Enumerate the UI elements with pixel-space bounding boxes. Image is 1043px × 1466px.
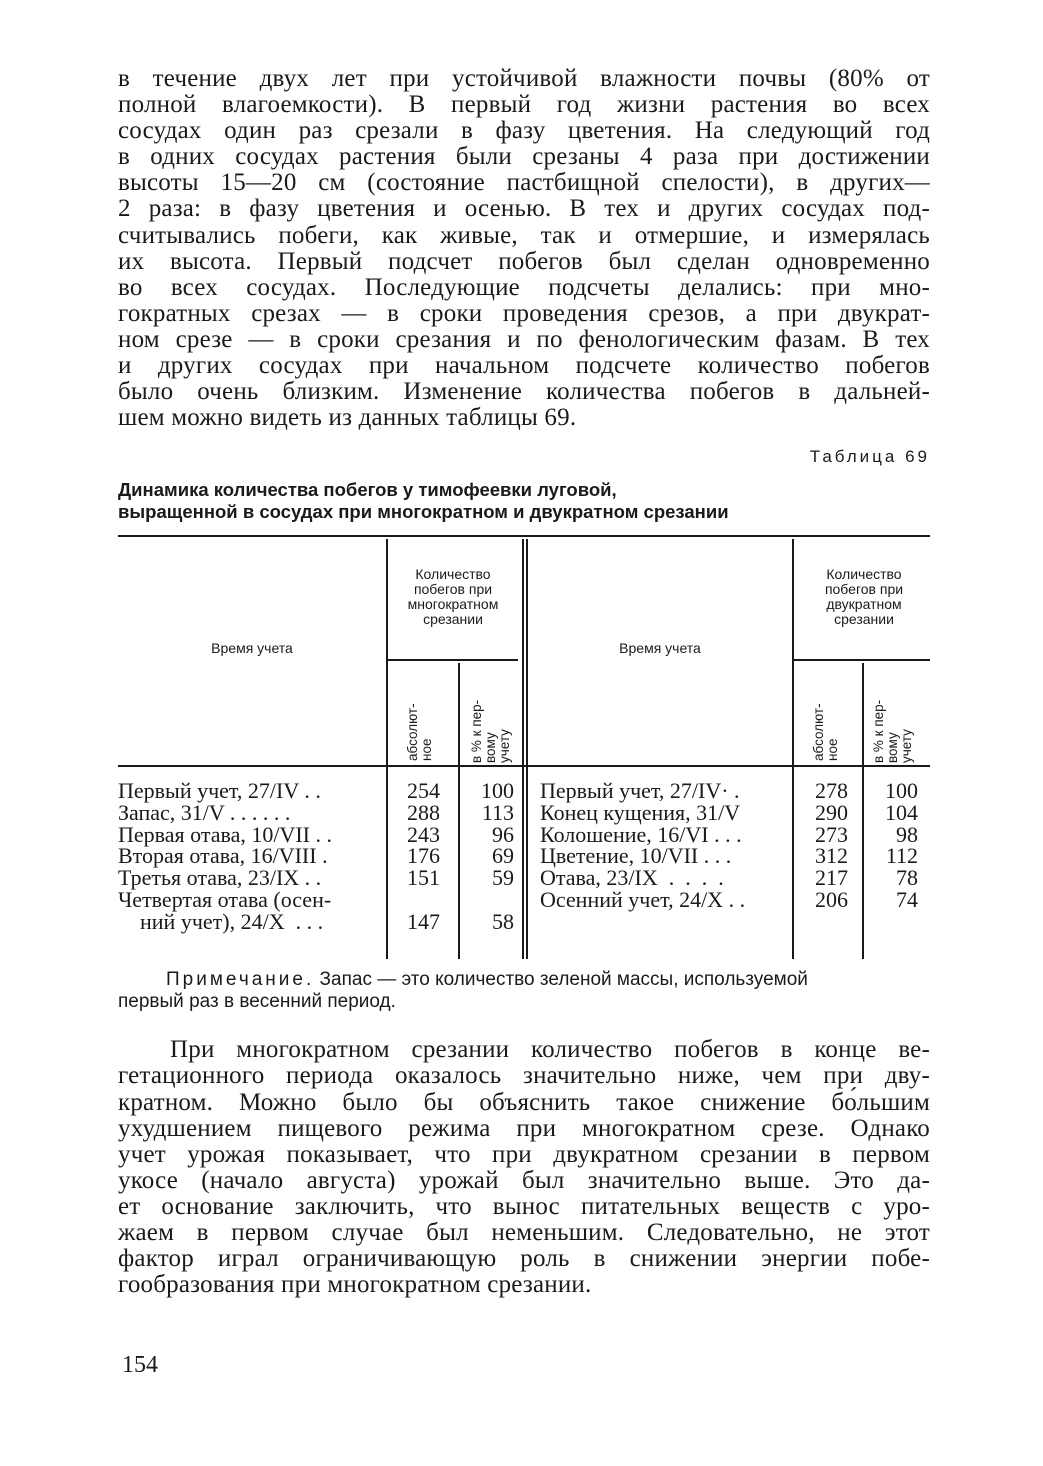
paragraph-conclusion bbox=[118, 1037, 930, 1298]
text-line: ухудшением пищевого режима при многократном срезе. Однако bbox=[118, 1114, 930, 1142]
row-percent: 74 bbox=[896, 886, 918, 912]
row-absolute: 147 bbox=[407, 908, 440, 934]
text-line: укосе (начало августа) урожай был значительно выше. Это да- bbox=[118, 1166, 930, 1194]
row-percent: 100 bbox=[885, 778, 918, 804]
row-percent: 58 bbox=[492, 908, 514, 934]
row-label: Первый учет, 27/IV . . bbox=[118, 778, 321, 804]
row-label: Четвертая отава (осен- bbox=[118, 886, 332, 912]
row-label: Осенний учет, 24/X . . bbox=[540, 886, 746, 912]
table-column-divider bbox=[522, 539, 524, 959]
col-header-absolute: абсолют- ное bbox=[405, 703, 434, 762]
text-line: ном срезе — в сроки срезания и по фенологическим фазам. В тех bbox=[118, 325, 930, 353]
text-line: полной влагоемкости). В первый год жизни растения во всех bbox=[118, 91, 930, 119]
row-absolute: 151 bbox=[407, 865, 440, 891]
row-absolute: 217 bbox=[815, 865, 848, 891]
table-title-line: Динамика количества побегов у тимофеевки луговой, bbox=[118, 479, 617, 501]
table-header-bottom-rule bbox=[118, 765, 930, 767]
row-absolute: 206 bbox=[815, 886, 848, 912]
row-label: ний учет), 24/X . . . bbox=[118, 908, 324, 934]
text-line: во всех сосудах. Последующие подсчеты делались: при мно- bbox=[118, 273, 930, 301]
row-percent: 100 bbox=[481, 778, 514, 804]
row-label: Первая отава, 10/VII . . bbox=[118, 821, 333, 847]
text-line: кратном. Можно было бы объяснить такое снижение бо́льшим bbox=[118, 1088, 930, 1116]
row-label: Вторая отава, 16/VIII . bbox=[118, 843, 328, 869]
text-line: высоты 15—20 см (состояние пастбищной спелости), в других— bbox=[118, 169, 930, 197]
row-label: Отава, 23/IX . . . . bbox=[540, 865, 724, 891]
page-body bbox=[118, 66, 930, 1298]
note-label: Примечание. bbox=[166, 969, 315, 991]
col-header-absolute: абсолют- ное bbox=[811, 703, 840, 762]
row-percent: 104 bbox=[885, 800, 918, 825]
text-line: их высота. Первый подсчет побегов был сделан одновременно bbox=[118, 247, 930, 275]
col-header-percent: в % к пер- вому учету bbox=[469, 700, 512, 764]
text-line: ет основание заключить, что вынос питательных веществ с уро- bbox=[118, 1192, 930, 1220]
note-text: первый раз в весенний период. bbox=[118, 991, 396, 1013]
row-absolute: 273 bbox=[815, 821, 848, 847]
text-line: гообразования при многократном срезании. bbox=[118, 1271, 592, 1299]
row-percent: 59 bbox=[492, 865, 514, 891]
table-note bbox=[118, 969, 930, 1013]
row-percent: 112 bbox=[885, 843, 918, 869]
text-line: в течение двух лет при устойчивой влажности почвы (80% от bbox=[118, 65, 930, 92]
text-line: гетационного периода оказалось значительно ниже, чем при дву- bbox=[118, 1062, 930, 1090]
row-percent: 98 bbox=[896, 821, 918, 847]
row-absolute: 176 bbox=[407, 843, 440, 869]
row-percent: 69 bbox=[492, 843, 514, 869]
text-line: 2 раза: в фазу цветения и осенью. В тех и других сосудах под- bbox=[118, 195, 930, 223]
row-absolute: 254 bbox=[407, 778, 440, 804]
row-percent: 113 bbox=[481, 800, 514, 825]
text-line: жаем в первом случае был неменьшим. Следовательно, не этот bbox=[118, 1218, 930, 1246]
row-absolute: 312 bbox=[815, 843, 848, 869]
text-line: было очень близким. Изменение количества побегов в дальней- bbox=[118, 378, 930, 406]
time-header-left: Время учета bbox=[211, 640, 293, 657]
row-absolute: 290 bbox=[815, 800, 848, 825]
group-header-left: Количество побегов при многократном срезании bbox=[407, 566, 499, 628]
table-subheader-rule bbox=[794, 659, 930, 661]
text-line: в одних сосудах растения были срезаны 4 раза при достижении bbox=[118, 143, 930, 171]
text-line: шем можно видеть из данных таблицы 69. bbox=[118, 404, 577, 432]
row-label: Третья отава, 23/IX . . bbox=[118, 865, 322, 891]
text-line: и других сосудах при начальном подсчете количество побегов bbox=[118, 352, 930, 380]
text-line: считывались побеги, как живые, так и отмершие, и измерялась bbox=[118, 221, 930, 249]
col-header-percent: в % к пер- вому учету bbox=[871, 700, 914, 764]
text-line: При многократном срезании количество побегов в конце ве- bbox=[170, 1036, 930, 1064]
table-number: Таблица 69 bbox=[809, 447, 930, 467]
table-top-rule bbox=[118, 535, 930, 537]
table-subheader-rule bbox=[388, 659, 518, 661]
row-absolute: 243 bbox=[407, 821, 440, 847]
row-label: Колошение, 16/VI . . . bbox=[540, 821, 742, 847]
row-percent: 78 bbox=[896, 865, 918, 891]
row-percent: 96 bbox=[492, 821, 514, 847]
table-column-divider bbox=[526, 539, 528, 959]
row-label: Первый учет, 27/IV· . bbox=[540, 778, 740, 804]
table-title bbox=[118, 479, 930, 523]
left-rows bbox=[118, 780, 522, 950]
text-line: фактор играл ограничивающую роль в снижении энергии побе- bbox=[118, 1245, 930, 1273]
text-line: учет урожая показывает, что при двукратном срезании в первом bbox=[118, 1140, 930, 1168]
text-line: сосудах один раз срезали в фазу цветения. На следующий год bbox=[118, 117, 930, 145]
note-text: Запас — это количество зеленой массы, используемой bbox=[314, 969, 808, 991]
right-rows bbox=[540, 780, 930, 950]
group-header-right: Количество побегов при двукратном срезании bbox=[824, 566, 904, 628]
page-number: 154 bbox=[122, 1352, 158, 1378]
row-label: Запас, 31/V . . . . . . bbox=[118, 800, 291, 825]
row-label: Конец кущения, 31/V bbox=[540, 800, 741, 825]
row-absolute: 288 bbox=[407, 800, 440, 825]
row-label: Цветение, 10/VII . . . bbox=[540, 843, 732, 869]
data-table bbox=[118, 535, 930, 965]
paragraph-intro bbox=[118, 66, 930, 431]
row-absolute: 278 bbox=[815, 778, 848, 804]
table-title-line: выращенной в сосудах при многократном и двукратном срезании bbox=[118, 501, 729, 523]
text-line: гократных срезах — в сроки проведения срезов, а при двукрат- bbox=[118, 299, 930, 327]
time-header-right: Время учета bbox=[619, 640, 701, 657]
